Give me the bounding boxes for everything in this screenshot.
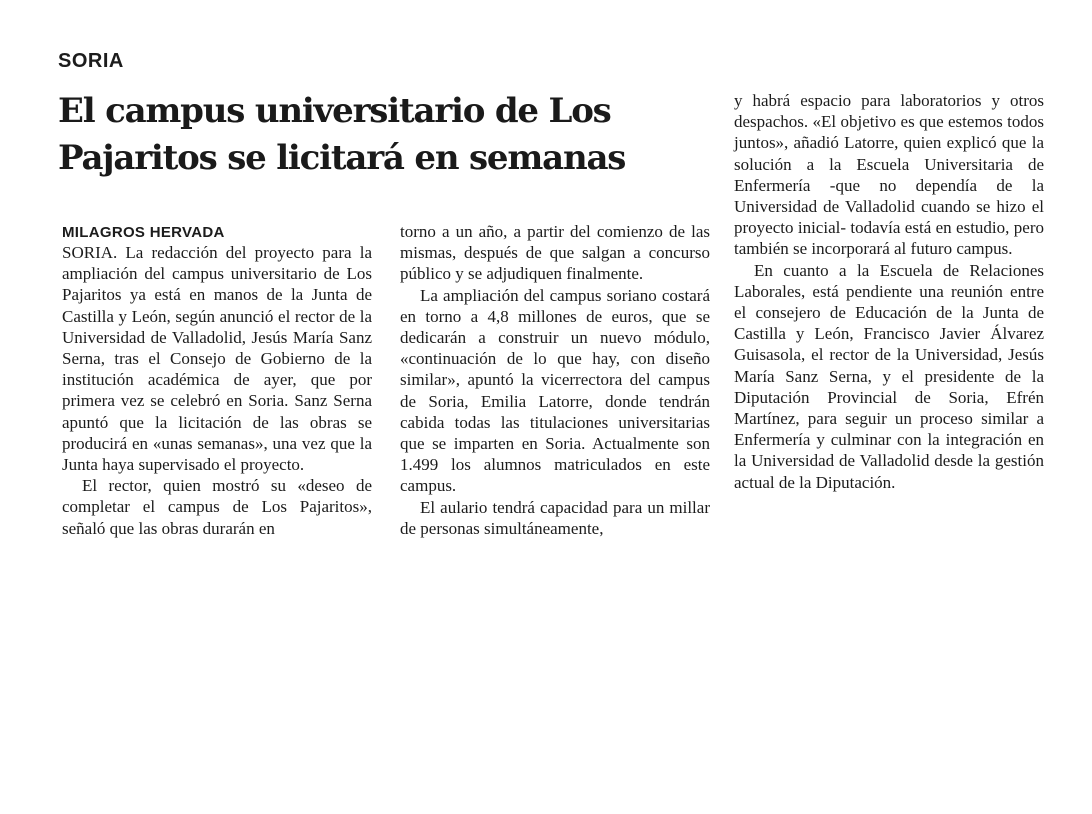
- article-column-2: [400, 221, 710, 539]
- paragraph: En cuanto a la Escuela de Relaciones Laborales, está pendiente una reunión entre el consejero de Educación de la Junta de Castilla y León, Francisco Javier Álvarez Guisasola, el rector de la Universidad, Jesús María Sanz Serna, y el presidente de la Diputación Provincial de Soria, Efrén Martínez, para seguir un proceso similar a Enfermería y culminar con la integración en la Universidad de Valladolid desde la gestión actual de la Diputación.: [734, 260, 1044, 492]
- headline: [58, 88, 698, 182]
- article-column-1: [62, 242, 372, 539]
- paragraph: El aulario tendrá capacidad para un millar de personas simultáneamente,: [400, 497, 710, 538]
- byline: MILAGROS HERVADA: [62, 224, 225, 241]
- paragraph: El rector, quien mostró su «deseo de completar el campus de Los Pajaritos», señaló que las obras durarán en: [62, 476, 372, 538]
- headline-line-1: El campus universitario de Los: [58, 91, 611, 131]
- paragraph: SORIA. La redacción del proyecto para la ampliación del campus universitario de Los Pajaritos ya está en manos de la Junta de Castilla y León, según anunció el rector de la Universidad de Valladolid, Jesús María Sanz Serna, tras el Consejo de Gobierno de la institución académica de ayer, que por primera vez se celebró en Soria. Sanz Serna apuntó que la licitación de las obras se producirá en «unas semanas», una vez que la Junta haya supervisado el proyecto.: [62, 243, 372, 475]
- paragraph: torno a un año, a partir del comienzo de las mismas, después de que salgan a concurso público y se adjudiquen finalmente.: [400, 222, 710, 284]
- section-label: SORIA: [58, 50, 124, 72]
- article-column-3: [734, 90, 1044, 493]
- headline-line-2: Pajaritos se licitará en semanas: [58, 138, 626, 178]
- paragraph: y habrá espacio para laboratorios y otros despachos. «El objetivo es que estemos todos juntos», añadió Latorre, quien explicó que la solución a la Escuela Universitaria de Enfermería -que no dependía de la Universidad de Valladolid cuando se hizo el proyecto inicial- todavía está en estudio, pero también se incorporará al futuro campus.: [734, 91, 1044, 259]
- paragraph: La ampliación del campus soriano costará en torno a 4,8 millones de euros, que se dedicarán a construir un nuevo módulo, «continuación de lo que hay, con diseño similar», apuntó la vicerrectora del campus de Soria, Emilia Latorre, donde tendrán cabida todas las titulaciones universitarias que se imparten en Soria. Actualmente son 1.499 los alumnos matriculados en este campus.: [400, 285, 710, 496]
